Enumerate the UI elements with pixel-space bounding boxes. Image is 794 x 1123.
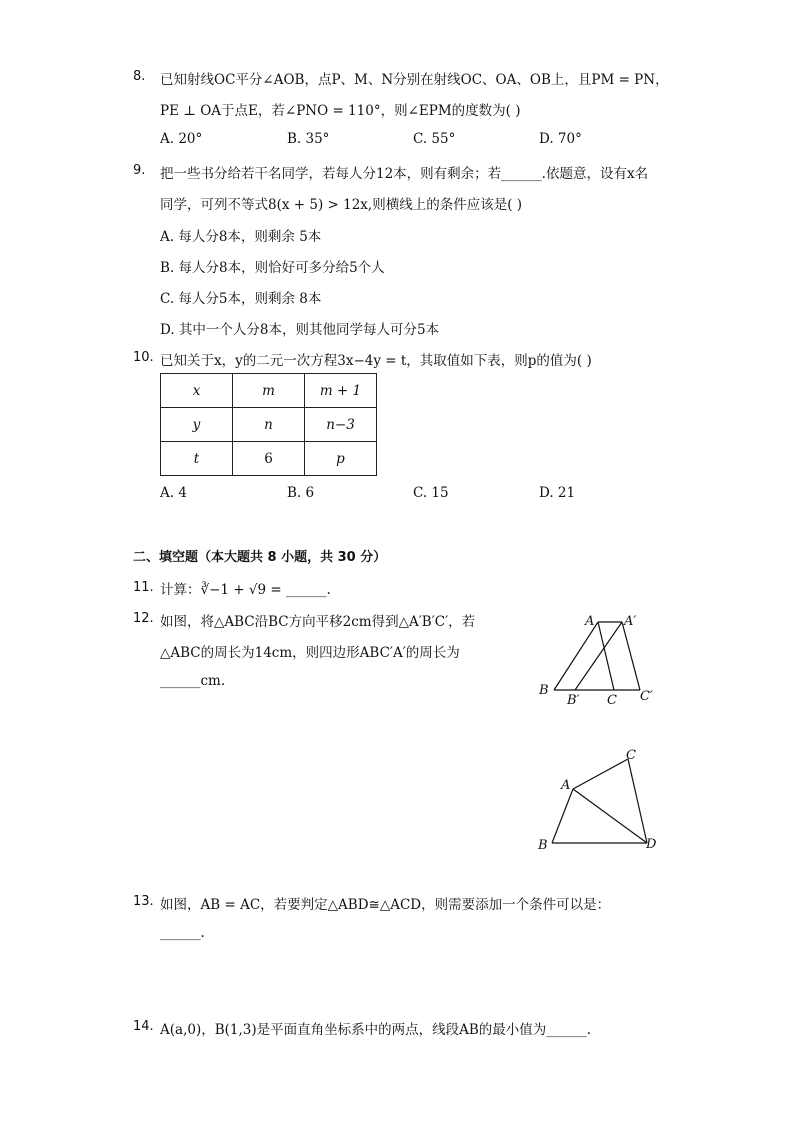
- q9-line2: 同学，可列不等式8(x + 5) > 12x,则横线上的条件应该是( ): [160, 197, 523, 213]
- q12-label-b-prime: B′: [567, 693, 580, 708]
- q12-line2: △ABC的周长为14cm，则四边形ABC′A′的周长为: [160, 645, 460, 661]
- q13-line2: ______.: [160, 925, 205, 941]
- q12-line3: ______cm.: [160, 673, 226, 689]
- q10-option-d: D. 21: [539, 485, 576, 501]
- table-row: [161, 408, 377, 442]
- q14-number: 14.: [133, 1019, 154, 1034]
- q12-label-a-prime: A′: [624, 614, 637, 629]
- q13-figure: [532, 745, 672, 857]
- q10-number: 10.: [133, 350, 154, 365]
- q8-number: 8.: [133, 69, 146, 84]
- q13-label-c: C: [626, 748, 636, 763]
- q10-option-c: C. 15: [413, 485, 449, 501]
- table-cell: p: [305, 442, 377, 476]
- section-title: 二、填空题（本大题共 8 小题，共 30 分）: [133, 550, 387, 565]
- table-cell: 6: [233, 442, 305, 476]
- table-cell: m + 1: [305, 374, 377, 408]
- q12-figure: [532, 608, 672, 708]
- q10-option-b: B. 6: [287, 485, 315, 501]
- q13-label-d: D: [646, 837, 657, 852]
- table-cell: y: [161, 408, 233, 442]
- table-row: [161, 374, 377, 408]
- table-row: [161, 442, 377, 476]
- q13-line1: 如图，AB = AC，若要判定△ABD≅△ACD，则需要添加一个条件可以是：: [160, 897, 611, 913]
- table-cell: m: [233, 374, 305, 408]
- table-cell: x: [161, 374, 233, 408]
- table-cell: n: [233, 408, 305, 442]
- q14-text: A(a,0)，B(1,3)是平面直角坐标系中的两点，线段AB的最小值为______.: [160, 1022, 592, 1038]
- q8-line1: 已知射线OC平分∠AOB，点P、M、N分别在射线OC、OA、OB上，且PM = PN，: [160, 72, 669, 88]
- q11-number: 11.: [133, 580, 154, 595]
- q12-label-a: A: [585, 614, 595, 629]
- q9-option-d: D. 其中一个人分8本，则其他同学每人可分5本: [160, 322, 440, 338]
- q10-line1: 已知关于x，y的二元一次方程3x−4y = t，其取值如下表，则p的值为( ): [160, 353, 592, 369]
- q12-label-c-prime: C′: [640, 689, 653, 704]
- q8-option-d: D. 70°: [539, 131, 582, 147]
- q13-label-b: B: [538, 838, 548, 853]
- q10-option-a: A. 4: [160, 485, 187, 501]
- q8-option-c: C. 55°: [413, 131, 456, 147]
- table-cell: n−3: [305, 408, 377, 442]
- q10-value-table: [160, 373, 377, 476]
- q9-option-c: C. 每人分5本，则剩余 8本: [160, 291, 322, 307]
- q12-label-b: B: [539, 683, 549, 698]
- q13-label-a: A: [561, 778, 571, 793]
- q12-number: 12.: [133, 611, 154, 626]
- q9-line1: 把一些书分给若干名同学，若每人分12本，则有剩余；若______.依题意，设有x名: [160, 166, 649, 182]
- q11-text: 计算：∛−1 + √9 = ______.: [160, 582, 331, 598]
- q8-option-b: B. 35°: [287, 131, 330, 147]
- q12-line1: 如图，将△ABC沿BC方向平移2cm得到△A′B′C′，若: [160, 614, 476, 630]
- q9-option-b: B. 每人分8本，则恰好可多分给5个人: [160, 260, 385, 276]
- table-cell: t: [161, 442, 233, 476]
- q13-number: 13.: [133, 894, 154, 909]
- q9-number: 9.: [133, 163, 146, 178]
- q8-line2: PE ⊥ OA于点E，若∠PNO = 110°，则∠EPM的度数为( ): [160, 103, 521, 119]
- q9-option-a: A. 每人分8本，则剩余 5本: [160, 229, 322, 245]
- q8-option-a: A. 20°: [160, 131, 203, 147]
- q12-label-c: C: [607, 693, 617, 708]
